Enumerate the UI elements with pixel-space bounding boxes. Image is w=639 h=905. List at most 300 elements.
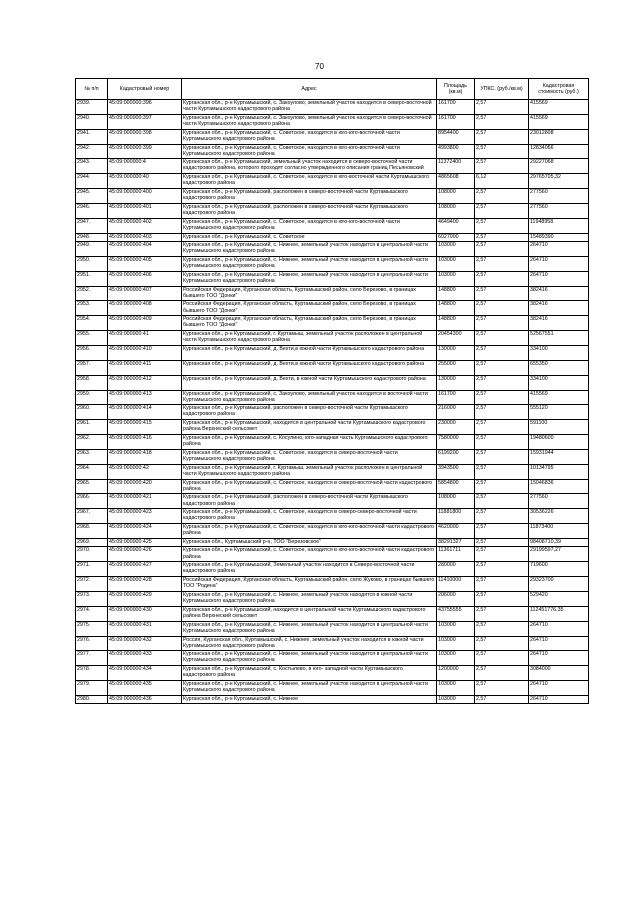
table-row (76, 346, 589, 361)
table-row (76, 621, 589, 636)
cadastral-cost-cell: 264710 (529, 651, 589, 666)
cadastral-cost-cell: 555120 (529, 405, 589, 420)
area-cell: 130000 (437, 346, 475, 361)
row-number-cell: 2970. (76, 547, 108, 562)
cadastral-number-cell: 45:09:000000:426 (108, 547, 182, 562)
cadastral-cost-cell: 112451776,35 (529, 606, 589, 621)
upks-cell: 2,57 (475, 651, 529, 666)
address-cell: Курганская обл., р-н Куртамышский, с. Советское, находится в северо-восточной части кадастрового района (182, 479, 437, 494)
address-cell: Курганская обл., р-н Куртамышский, с. Нижнее, земельный участок находятся в южной части Куртамышского кадастрового района (182, 592, 437, 607)
cadastral-cost-cell: 334100 (529, 346, 589, 361)
area-cell: 108000 (437, 189, 475, 204)
row-number-cell: 2944. (76, 174, 108, 189)
address-cell: Россия, Курганская обл., Куртамышский, с. Нижнее, земельный участок находится в южной части Куртамышского кадастрового района (182, 636, 437, 651)
address-cell: Курганская обл., р-н Куртамышский, с. Советское, находится в юго-юго-восточной части кадастрового района (182, 524, 437, 539)
cadastral-number-cell: 45:09:000000:41 (108, 331, 182, 346)
row-number-cell: 2969. (76, 538, 108, 547)
upks-cell: 2,57 (475, 681, 529, 696)
cadastral-cost-cell: 382416 (529, 301, 589, 316)
area-cell: 6027000 (437, 233, 475, 242)
address-cell: Курганская обл., р-н Куртамышский, с. Советское, находится в юго-юго-восточной части кадастрового района (182, 547, 437, 562)
cadastral-table (75, 78, 589, 704)
cadastral-number-cell: 45:09:000000:415 (108, 420, 182, 435)
cadastral-cost-cell: 12834066 (529, 144, 589, 159)
cadastral-cost-cell: 277560 (529, 203, 589, 218)
cadastral-cost-cell: 29323700 (529, 577, 589, 592)
address-cell: Курганская обл., р-н Куртамышский, с. Нижнее, земельный участок находится в центральной части Куртамышского кадастрового района (182, 681, 437, 696)
upks-cell: 2,57 (475, 435, 529, 450)
address-cell: Российская Федерация, Курганская область, Куртамышский район, село Жуково, в границах бывшего ТОО "Родина" (182, 577, 437, 592)
row-number-cell: 2945. (76, 189, 108, 204)
cadastral-number-cell: 45:09:000000:406 (108, 271, 182, 286)
cadastral-number-cell: 45:09:000000:411 (108, 360, 182, 375)
row-number-cell: 2940. (76, 114, 108, 129)
area-cell: 4865608 (437, 174, 475, 189)
area-cell: 161700 (437, 100, 475, 115)
area-cell: 11881800 (437, 509, 475, 524)
area-cell: 11372400 (437, 159, 475, 174)
table-row (76, 114, 589, 129)
address-cell: Курганская обл., р-н Куртамышский, с. Нижнее, земельный участок находится в центральной части Куртамышского кадастрового района (182, 242, 437, 257)
page-number: 70 (315, 62, 324, 71)
address-cell: Курганская обл., р-н Куртамышский, с. Нижнее, земельный участок находится в центральной части Куртамышского кадастрового района (182, 621, 437, 636)
address-cell: Курганская обл., р-н Куртамышский, г. Куртамыш, земельный участок расположен в центральной части Куртамышского кадастрового района (182, 331, 437, 346)
table-row (76, 331, 589, 346)
table-row (76, 375, 589, 390)
cadastral-number-cell: 45:09:000000:431 (108, 621, 182, 636)
cadastral-number-cell: 45:09:000000:4 (108, 159, 182, 174)
area-cell: 103000 (437, 695, 475, 704)
header-cadastral: Кадастровый номер (108, 79, 182, 100)
area-cell: 103000 (437, 242, 475, 257)
cadastral-cost-cell: 264710 (529, 242, 589, 257)
table-row (76, 286, 589, 301)
area-cell: 4993800 (437, 144, 475, 159)
address-cell: Курганская обл., Куртамышский р-н, ТОО "Березовское" (182, 538, 437, 547)
cadastral-number-cell: 45:09:000000:399 (108, 144, 182, 159)
upks-cell: 2,57 (475, 301, 529, 316)
upks-cell: 2,57 (475, 189, 529, 204)
address-cell: Курганская обл., р-н Куртамышский, расположен в северо-восточной части Куртамышского кадастрового района (182, 203, 437, 218)
cadastral-number-cell: 45:09:000000:425 (108, 538, 182, 547)
upks-cell: 2,57 (475, 636, 529, 651)
row-number-cell: 2952. (76, 286, 108, 301)
row-number-cell: 2967. (76, 509, 108, 524)
upks-cell: 2,57 (475, 114, 529, 129)
area-cell: 5854800 (437, 479, 475, 494)
address-cell: Курганская обл., р-н Куртамышский, д. Вехти,в южной части Куртамышского кадастрового района (182, 360, 437, 375)
row-number-cell: 2960. (76, 405, 108, 420)
table-row (76, 271, 589, 286)
area-cell: 43755555 (437, 606, 475, 621)
area-cell: 161700 (437, 114, 475, 129)
cadastral-number-cell: 45:09:000000:413 (108, 390, 182, 405)
address-cell: Курганская обл., р-н Куртамышский, с. Нижнее, земельный участок находится в центральной части Куртамышского кадастрового района (182, 651, 437, 666)
address-cell: Курганская обл., р-н Куртамышский, с. Нижнее (182, 695, 437, 704)
upks-cell: 2,57 (475, 494, 529, 509)
cadastral-cost-cell: 15931944 (529, 449, 589, 464)
address-cell: Курганская обл., р-н Куртамышский, с. Советское, находится в юго-юго-восточной части Куртамышского кадастрового района (182, 144, 437, 159)
area-cell: 206000 (437, 592, 475, 607)
upks-cell: 2,57 (475, 420, 529, 435)
cadastral-number-cell: 45:09:000000:410 (108, 346, 182, 361)
row-number-cell: 2966. (76, 494, 108, 509)
cadastral-number-cell: 45:09:000000:401 (108, 203, 182, 218)
upks-cell: 2,57 (475, 203, 529, 218)
area-cell: 103000 (437, 651, 475, 666)
table-row (76, 316, 589, 331)
cadastral-cost-cell: 277560 (529, 189, 589, 204)
area-cell: 230000 (437, 420, 475, 435)
cadastral-number-cell: 45:09:000000:423 (108, 509, 182, 524)
cadastral-number-cell: 45:09:000000:421 (108, 494, 182, 509)
address-cell: Курганская обл., р-н Куртамышский, с. Советское, находится в юго-юго-восточной части Куртамышского кадастрового района (182, 129, 437, 144)
upks-cell: 2,57 (475, 666, 529, 681)
area-cell: 8954400 (437, 129, 475, 144)
upks-cell: 2,57 (475, 100, 529, 115)
row-number-cell: 2973. (76, 592, 108, 607)
upks-cell: 2,57 (475, 331, 529, 346)
upks-cell: 2,57 (475, 390, 529, 405)
cadastral-number-cell: 45:09:000000:407 (108, 286, 182, 301)
row-number-cell: 2954. (76, 316, 108, 331)
cadastral-cost-cell: 23012808 (529, 129, 589, 144)
cadastral-cost-cell: 98408710,39 (529, 538, 589, 547)
cadastral-number-cell: 45:09:000000:396 (108, 100, 182, 115)
upks-cell: 2,57 (475, 464, 529, 479)
cadastral-cost-cell: 15046836 (529, 479, 589, 494)
cadastral-number-cell: 45:09:000000:428 (108, 577, 182, 592)
table-row (76, 695, 589, 704)
upks-cell: 2,57 (475, 144, 529, 159)
address-cell: Российская Федерация, Курганская область, Куртамышский район, село Березово, в границах бывшего ТОО "Донки" (182, 286, 437, 301)
cadastral-number-cell: 45:09:000000:418 (108, 449, 182, 464)
cadastral-cost-cell: 655350 (529, 360, 589, 375)
row-number-cell: 2963. (76, 449, 108, 464)
upks-cell: 2,57 (475, 449, 529, 464)
area-cell: 11361711 (437, 547, 475, 562)
address-cell: Курганская обл., р-н Куртамышский, с. Нижнее, земельный участок находится в центральной части Куртамышского кадастрового района (182, 271, 437, 286)
table-row (76, 203, 589, 218)
cadastral-cost-cell: 30536226 (529, 509, 589, 524)
cadastral-cost-cell: 415569 (529, 390, 589, 405)
row-number-cell: 2947. (76, 218, 108, 233)
area-cell: 216000 (437, 405, 475, 420)
upks-cell: 2,57 (475, 316, 529, 331)
upks-cell: 2,57 (475, 286, 529, 301)
row-number-cell: 2939. (76, 100, 108, 115)
cadastral-cost-cell: 264710 (529, 636, 589, 651)
row-number-cell: 2949. (76, 242, 108, 257)
area-cell: 103000 (437, 271, 475, 286)
cadastral-number-cell: 45:09:000000:436 (108, 695, 182, 704)
cadastral-number-cell: 45:09:000000:403 (108, 233, 182, 242)
area-cell: 108000 (437, 494, 475, 509)
cadastral-cost-cell: 29199597,27 (529, 547, 589, 562)
address-cell: Курганская обл., р-н Куртамышский, с. Закоулово, земельный участок находится в северо-восточной части Куртамышского кадастрового района (182, 114, 437, 129)
table-row (76, 636, 589, 651)
area-cell: 103000 (437, 636, 475, 651)
table-row (76, 301, 589, 316)
address-cell: Российская Федерация, Курганская область, Куртамышский район, село Березово, в границах бывшего ТОО "Донки" (182, 301, 437, 316)
cadastral-number-cell: 45:09:000000:405 (108, 256, 182, 271)
upks-cell: 2,57 (475, 524, 529, 539)
address-cell: Курганская обл., р-н Куртамышский, земельный участок находится в северо-восточной части кадастрового района, которого проходят согласно утвержденного описания границ Песьяновский (182, 159, 437, 174)
area-cell: 7580000 (437, 435, 475, 450)
header-upks: УПКС. (руб./кв.м) (475, 79, 529, 100)
row-number-cell: 2957. (76, 360, 108, 375)
header-cost: Кадастровая стоимость (руб.) (529, 79, 589, 100)
cadastral-number-cell: 45:09:000000:432 (108, 636, 182, 651)
table-row (76, 129, 589, 144)
address-cell: Курганская обл., р-н Куртамышский, с. Советское, находится в северо-восточной части Куртамышского кадастрового района (182, 449, 437, 464)
upks-cell: 2,57 (475, 233, 529, 242)
cadastral-cost-cell: 264710 (529, 256, 589, 271)
row-number-cell: 2971. (76, 562, 108, 577)
address-cell: Курганская обл., р-н Куртамышский, с. Нижнее, земельный участок находится в центральной части Куртамышского кадастрового района (182, 256, 437, 271)
upks-cell: 2,57 (475, 538, 529, 547)
upks-cell: 2,57 (475, 509, 529, 524)
address-cell: Курганская обл., р-н Куртамышский, расположен в северо-восточной части Куртамышского кадастрового района (182, 405, 437, 420)
table-row (76, 509, 589, 524)
address-cell: Курганская обл., р-н Куртамышский, с. Советское (182, 233, 437, 242)
upks-cell: 2,57 (475, 242, 529, 257)
cadastral-number-cell: 45:09:000000:400 (108, 189, 182, 204)
table-row (76, 360, 589, 375)
cadastral-number-cell: 45:09:000000:398 (108, 129, 182, 144)
upks-cell: 2,57 (475, 547, 529, 562)
table-row (76, 144, 589, 159)
upks-cell: 2,57 (475, 346, 529, 361)
area-cell: 255000 (437, 360, 475, 375)
table-row (76, 189, 589, 204)
cadastral-number-cell: 45:09:000000:433 (108, 651, 182, 666)
area-cell: 103000 (437, 681, 475, 696)
row-number-cell: 2978. (76, 666, 108, 681)
row-number-cell: 2955. (76, 331, 108, 346)
table-row (76, 666, 589, 681)
cadastral-cost-cell: 29765705,32 (529, 174, 589, 189)
table-row (76, 562, 589, 577)
area-cell: 11410000 (437, 577, 475, 592)
address-cell: Курганская обл., р-н Куртамышский, расположен в северо-восточной части Куртамышского кадастрового района (182, 189, 437, 204)
table-row (76, 159, 589, 174)
address-cell: Курганская обл., р-н Куртамышский, с. Закоулово, земельный участок находится в северо-восточной части Куртамышского кадастрового района (182, 100, 437, 115)
row-number-cell: 2965. (76, 479, 108, 494)
area-cell: 3943500 (437, 464, 475, 479)
table-row (76, 420, 589, 435)
cadastral-number-cell: 45:09:000000:42 (108, 464, 182, 479)
cadastral-cost-cell: 15489390 (529, 233, 589, 242)
cadastral-cost-cell: 10134795 (529, 464, 589, 479)
cadastral-number-cell: 45:09:000000:397 (108, 114, 182, 129)
cadastral-number-cell: 45:09:000000:409 (108, 316, 182, 331)
table-row (76, 479, 589, 494)
row-number-cell: 2964. (76, 464, 108, 479)
row-number-cell: 2972. (76, 577, 108, 592)
table-row (76, 524, 589, 539)
cadastral-number-cell: 45:09:000000:429 (108, 592, 182, 607)
cadastral-cost-cell: 415569 (529, 114, 589, 129)
area-cell: 4620000 (437, 524, 475, 539)
row-number-cell: 2959. (76, 390, 108, 405)
row-number-cell: 2962. (76, 435, 108, 450)
upks-cell: 2,57 (475, 360, 529, 375)
table-row (76, 494, 589, 509)
upks-cell: 2,57 (475, 577, 529, 592)
row-number-cell: 2975. (76, 621, 108, 636)
upks-cell: 2,57 (475, 129, 529, 144)
table-row (76, 547, 589, 562)
table-row (76, 651, 589, 666)
table-row (76, 233, 589, 242)
row-number-cell: 2946. (76, 203, 108, 218)
row-number-cell: 2979. (76, 681, 108, 696)
cadastral-cost-cell: 19480600 (529, 435, 589, 450)
address-cell: Российская Федерация, Курганская область, Куртамышский район, село Березово, в границах бывшего ТОО "Донки" (182, 316, 437, 331)
row-number-cell: 2942. (76, 144, 108, 159)
table-row (76, 174, 589, 189)
table-row (76, 405, 589, 420)
area-cell: 103000 (437, 256, 475, 271)
header-num: № п/п (76, 79, 108, 100)
cadastral-number-cell: 45:09:000000:412 (108, 375, 182, 390)
upks-cell: 2,57 (475, 592, 529, 607)
row-number-cell: 2941. (76, 129, 108, 144)
upks-cell: 2,57 (475, 695, 529, 704)
table-row (76, 464, 589, 479)
cadastral-number-cell: 45:09:000000:424 (108, 524, 182, 539)
upks-cell: 2,57 (475, 621, 529, 636)
table-row (76, 592, 589, 607)
address-cell: Курганская обл., р-н Куртамышский, Земельный участок находится в Северо-восточной части кадастрового района (182, 562, 437, 577)
upks-cell: 2,57 (475, 271, 529, 286)
area-cell: 130000 (437, 375, 475, 390)
address-cell: Курганская обл., р-н Куртамышский, находится в центральной части Куртамышского кадастрового района Верхнеский сельсовет (182, 420, 437, 435)
row-number-cell: 2956. (76, 346, 108, 361)
table-row (76, 390, 589, 405)
row-number-cell: 2968. (76, 524, 108, 539)
cadastral-number-cell: 45:09:000000:416 (108, 435, 182, 450)
table-row (76, 435, 589, 450)
table-row (76, 242, 589, 257)
cadastral-cost-cell: 719600 (529, 562, 589, 577)
row-number-cell: 2980. (76, 695, 108, 704)
cadastral-cost-cell: 52567551 (529, 331, 589, 346)
cadastral-cost-cell: 264710 (529, 621, 589, 636)
area-cell: 4649400 (437, 218, 475, 233)
address-cell: Курганская обл., р-н Куртамышский, с. Советское, находится в юго-юго-восточной части Куртамышского кадастрового района (182, 218, 437, 233)
upks-cell: 2,57 (475, 479, 529, 494)
row-number-cell: 2950. (76, 256, 108, 271)
cadastral-cost-cell: 3084000 (529, 666, 589, 681)
area-cell: 161700 (437, 390, 475, 405)
row-number-cell: 2976. (76, 636, 108, 651)
area-cell: 38291327 (437, 538, 475, 547)
row-number-cell: 2958. (76, 375, 108, 390)
table-row (76, 538, 589, 547)
address-cell: Курганская обл., р-н Куртамышский, с. Костылево, в юго- западной части Куртамышского кадастрового района (182, 666, 437, 681)
row-number-cell: 2948. (76, 233, 108, 242)
cadastral-cost-cell: 11873400 (529, 524, 589, 539)
cadastral-number-cell: 45:09:000000:435 (108, 681, 182, 696)
table-row (76, 218, 589, 233)
cadastral-cost-cell: 382416 (529, 286, 589, 301)
table-row (76, 681, 589, 696)
upks-cell: 2,57 (475, 159, 529, 174)
area-cell: 148800 (437, 301, 475, 316)
area-cell: 148800 (437, 286, 475, 301)
cadastral-cost-cell: 591100 (529, 420, 589, 435)
row-number-cell: 2951. (76, 271, 108, 286)
upks-cell: 2,57 (475, 375, 529, 390)
cadastral-cost-cell: 11948958 (529, 218, 589, 233)
cadastral-number-cell: 45:09:000000:404 (108, 242, 182, 257)
address-cell: Курганская обл., р-н Куртамышский, д. Вехти, в южной части Куртамышского кадастрового района (182, 375, 437, 390)
cadastral-cost-cell: 382416 (529, 316, 589, 331)
row-number-cell: 2953. (76, 301, 108, 316)
header-address: Адрес (182, 79, 437, 100)
table-header-row (76, 79, 589, 100)
area-cell: 148800 (437, 316, 475, 331)
address-cell: Курганская обл., р-н Куртамышский, находится в центральной части Куртамышского кадастрового района Верхнеский сельсовет (182, 606, 437, 621)
area-cell: 1200000 (437, 666, 475, 681)
cadastral-number-cell: 45:09:000000:402 (108, 218, 182, 233)
cadastral-number-cell: 45:09:000000:414 (108, 405, 182, 420)
address-cell: Курганская обл., р-н Куртамышский, д. Вехти,в южной части Куртамышского кадастрового района (182, 346, 437, 361)
row-number-cell: 2961. (76, 420, 108, 435)
table-row (76, 100, 589, 115)
upks-cell: 2,57 (475, 562, 529, 577)
header-area: Площадь (кв.м) (437, 79, 475, 100)
cadastral-number-cell: 45:09:000000:427 (108, 562, 182, 577)
upks-cell: 2,57 (475, 218, 529, 233)
area-cell: 103000 (437, 621, 475, 636)
cadastral-cost-cell: 415569 (529, 100, 589, 115)
upks-cell: 6,12 (475, 174, 529, 189)
cadastral-cost-cell: 264710 (529, 695, 589, 704)
cadastral-cost-cell: 334100 (529, 375, 589, 390)
area-cell: 108000 (437, 203, 475, 218)
cadastral-number-cell: 45:09:000000:430 (108, 606, 182, 621)
address-cell: Курганская обл., р-н Куртамышский, с. Косулино, юго-западная часть Куртамышского кадастрового района (182, 435, 437, 450)
cadastral-cost-cell: 529420 (529, 592, 589, 607)
area-cell: 20454300 (437, 331, 475, 346)
cadastral-cost-cell: 277560 (529, 494, 589, 509)
upks-cell: 2,57 (475, 405, 529, 420)
row-number-cell: 2977. (76, 651, 108, 666)
cadastral-cost-cell: 264710 (529, 271, 589, 286)
upks-cell: 2,57 (475, 256, 529, 271)
table-row (76, 577, 589, 592)
address-cell: Курганская обл., р-н Куртамышский, расположен в северо-восточной части Куртамышского кадастрового района (182, 494, 437, 509)
row-number-cell: 2974. (76, 606, 108, 621)
row-number-cell: 2943. (76, 159, 108, 174)
area-cell: 6199200 (437, 449, 475, 464)
cadastral-number-cell: 45:09:000000:408 (108, 301, 182, 316)
address-cell: Курганская обл., р-н Куртамышский, г. Куртамыш, земельный участок расположен в центральной части Куртамышского кадастрового района (182, 464, 437, 479)
table-row (76, 449, 589, 464)
cadastral-cost-cell: 29227068 (529, 159, 589, 174)
address-cell: Курганская обл., р-н Куртамышский, с. Закоулово, земельный участок находится в восточной части Куртамышского кадастрового района (182, 390, 437, 405)
upks-cell: 2,57 (475, 606, 529, 621)
cadastral-cost-cell: 264710 (529, 681, 589, 696)
address-cell: Курганская обл., р-н Куртамышский, с. Советское, находится в северо-северо-восточной части кадастрового района (182, 509, 437, 524)
area-cell: 280000 (437, 562, 475, 577)
table-row (76, 606, 589, 621)
address-cell: Курганская обл., р-н Куртамышский, с. Советское, находится в юго-восточной части Куртамышского кадастрового района (182, 174, 437, 189)
cadastral-number-cell: 45:09:000000:420 (108, 479, 182, 494)
